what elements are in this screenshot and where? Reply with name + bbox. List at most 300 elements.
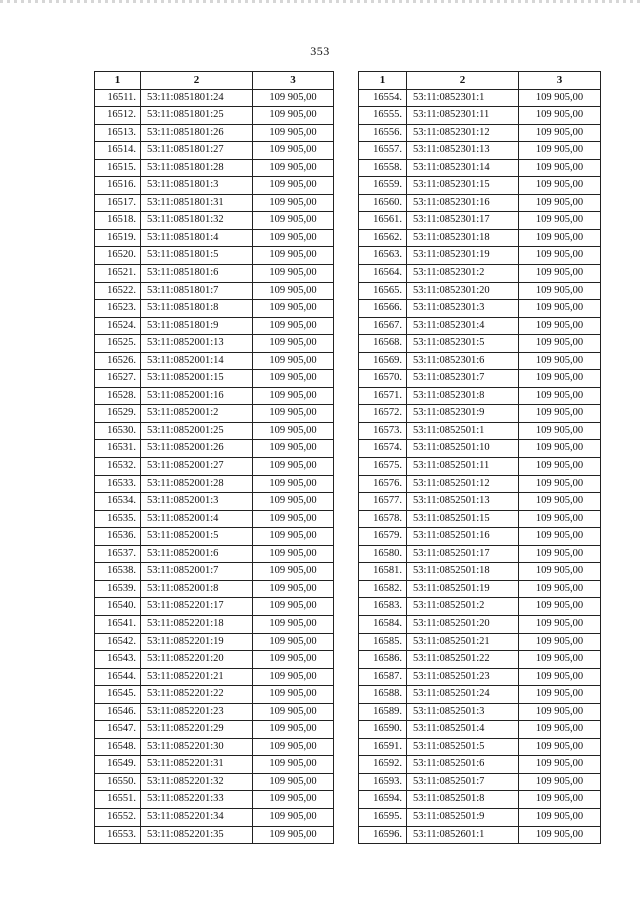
cadastral-number-cell: 53:11:0852501:20 xyxy=(407,615,519,633)
cadastral-number-cell: 53:11:0852201:17 xyxy=(141,598,253,616)
row-number-cell: 16546. xyxy=(95,703,141,721)
row-number-cell: 16559. xyxy=(359,177,407,195)
cadastral-number-cell: 53:11:0852001:8 xyxy=(141,580,253,598)
table-row xyxy=(95,440,334,458)
table-row xyxy=(359,598,601,616)
row-number-cell: 16528. xyxy=(95,387,141,405)
amount-cell: 109 905,00 xyxy=(253,159,334,177)
row-number-cell: 16570. xyxy=(359,370,407,388)
cadastral-number-cell: 53:11:0852201:32 xyxy=(141,773,253,791)
cadastral-number-cell: 53:11:0852201:30 xyxy=(141,738,253,756)
row-number-cell: 16526. xyxy=(95,352,141,370)
table-row xyxy=(359,528,601,546)
row-number-cell: 16584. xyxy=(359,615,407,633)
row-number-cell: 16566. xyxy=(359,300,407,318)
table-row xyxy=(95,686,334,704)
cadastral-number-cell: 53:11:0851801:5 xyxy=(141,247,253,265)
row-number-cell: 16596. xyxy=(359,826,407,844)
column-header-2: 2 xyxy=(141,72,253,90)
amount-cell: 109 905,00 xyxy=(253,177,334,195)
amount-cell: 109 905,00 xyxy=(253,686,334,704)
row-number-cell: 16567. xyxy=(359,317,407,335)
amount-cell: 109 905,00 xyxy=(253,598,334,616)
row-number-cell: 16540. xyxy=(95,598,141,616)
row-number-cell: 16585. xyxy=(359,633,407,651)
table-row xyxy=(359,212,601,230)
cadastral-number-cell: 53:11:0852501:9 xyxy=(407,808,519,826)
amount-cell: 109 905,00 xyxy=(253,668,334,686)
table-row xyxy=(359,826,601,844)
cadastral-number-cell: 53:11:0851801:24 xyxy=(141,89,253,107)
table-row xyxy=(359,89,601,107)
table-row xyxy=(359,124,601,142)
amount-cell: 109 905,00 xyxy=(519,791,601,809)
amount-cell: 109 905,00 xyxy=(519,124,601,142)
amount-cell: 109 905,00 xyxy=(253,124,334,142)
row-number-cell: 16594. xyxy=(359,791,407,809)
amount-cell: 109 905,00 xyxy=(253,773,334,791)
row-number-cell: 16544. xyxy=(95,668,141,686)
cadastral-number-cell: 53:11:0852501:4 xyxy=(407,721,519,739)
row-number-cell: 16588. xyxy=(359,686,407,704)
amount-cell: 109 905,00 xyxy=(519,721,601,739)
amount-cell: 109 905,00 xyxy=(253,370,334,388)
table-header-row xyxy=(359,72,601,90)
amount-cell: 109 905,00 xyxy=(519,212,601,230)
table-row xyxy=(359,387,601,405)
row-number-cell: 16518. xyxy=(95,212,141,230)
amount-cell: 109 905,00 xyxy=(253,352,334,370)
amount-cell: 109 905,00 xyxy=(253,335,334,353)
table-row xyxy=(95,317,334,335)
amount-cell: 109 905,00 xyxy=(253,756,334,774)
amount-cell: 109 905,00 xyxy=(519,194,601,212)
cadastral-number-cell: 53:11:0851801:3 xyxy=(141,177,253,195)
cadastral-number-cell: 53:11:0852001:3 xyxy=(141,493,253,511)
table-row xyxy=(95,107,334,125)
row-number-cell: 16548. xyxy=(95,738,141,756)
cadastral-number-cell: 53:11:0852501:1 xyxy=(407,422,519,440)
row-number-cell: 16590. xyxy=(359,721,407,739)
cadastral-number-cell: 53:11:0852501:24 xyxy=(407,686,519,704)
cadastral-number-cell: 53:11:0852301:16 xyxy=(407,194,519,212)
amount-cell: 109 905,00 xyxy=(519,826,601,844)
table-row xyxy=(95,352,334,370)
cadastral-number-cell: 53:11:0852501:5 xyxy=(407,738,519,756)
table-row xyxy=(95,668,334,686)
table-header-row xyxy=(95,72,334,90)
table-row xyxy=(95,808,334,826)
amount-cell: 109 905,00 xyxy=(253,563,334,581)
table-row xyxy=(95,563,334,581)
amount-cell: 109 905,00 xyxy=(253,265,334,283)
amount-cell: 109 905,00 xyxy=(253,89,334,107)
amount-cell: 109 905,00 xyxy=(253,721,334,739)
cadastral-number-cell: 53:11:0851801:7 xyxy=(141,282,253,300)
amount-cell: 109 905,00 xyxy=(519,475,601,493)
cadastral-number-cell: 53:11:0852301:18 xyxy=(407,229,519,247)
row-number-cell: 16589. xyxy=(359,703,407,721)
amount-cell: 109 905,00 xyxy=(253,458,334,476)
amount-cell: 109 905,00 xyxy=(519,686,601,704)
cadastral-number-cell: 53:11:0851801:8 xyxy=(141,300,253,318)
cadastral-number-cell: 53:11:0852501:11 xyxy=(407,458,519,476)
amount-cell: 109 905,00 xyxy=(253,405,334,423)
table-row xyxy=(359,458,601,476)
row-number-cell: 16514. xyxy=(95,142,141,160)
table-row xyxy=(95,580,334,598)
cadastral-number-cell: 53:11:0852301:7 xyxy=(407,370,519,388)
cadastral-number-cell: 53:11:0852301:15 xyxy=(407,177,519,195)
row-number-cell: 16573. xyxy=(359,422,407,440)
table-row xyxy=(95,773,334,791)
table-row xyxy=(95,89,334,107)
table-row xyxy=(359,773,601,791)
row-number-cell: 16539. xyxy=(95,580,141,598)
row-number-cell: 16545. xyxy=(95,686,141,704)
table-row xyxy=(95,229,334,247)
amount-cell: 109 905,00 xyxy=(519,335,601,353)
table-row xyxy=(359,580,601,598)
row-number-cell: 16519. xyxy=(95,229,141,247)
row-number-cell: 16587. xyxy=(359,668,407,686)
amount-cell: 109 905,00 xyxy=(519,282,601,300)
table-row xyxy=(95,458,334,476)
cadastral-number-cell: 53:11:0852501:16 xyxy=(407,528,519,546)
amount-cell: 109 905,00 xyxy=(519,89,601,107)
table-row xyxy=(359,703,601,721)
column-header-3: 3 xyxy=(253,72,334,90)
amount-cell: 109 905,00 xyxy=(519,352,601,370)
cadastral-number-cell: 53:11:0852301:3 xyxy=(407,300,519,318)
row-number-cell: 16586. xyxy=(359,651,407,669)
cadastral-number-cell: 53:11:0852301:9 xyxy=(407,405,519,423)
amount-cell: 109 905,00 xyxy=(253,738,334,756)
row-number-cell: 16591. xyxy=(359,738,407,756)
cadastral-number-cell: 53:11:0852001:4 xyxy=(141,510,253,528)
amount-cell: 109 905,00 xyxy=(519,317,601,335)
table-row xyxy=(95,738,334,756)
table-row xyxy=(359,545,601,563)
amount-cell: 109 905,00 xyxy=(253,791,334,809)
amount-cell: 109 905,00 xyxy=(253,387,334,405)
cadastral-number-cell: 53:11:0852201:23 xyxy=(141,703,253,721)
table-row xyxy=(95,300,334,318)
row-number-cell: 16562. xyxy=(359,229,407,247)
row-number-cell: 16511. xyxy=(95,89,141,107)
cadastral-number-cell: 53:11:0852301:12 xyxy=(407,124,519,142)
amount-cell: 109 905,00 xyxy=(519,580,601,598)
row-number-cell: 16579. xyxy=(359,528,407,546)
amount-cell: 109 905,00 xyxy=(519,229,601,247)
table-row xyxy=(359,229,601,247)
table-row xyxy=(359,721,601,739)
amount-cell: 109 905,00 xyxy=(519,615,601,633)
cadastral-number-cell: 53:11:0852301:1 xyxy=(407,89,519,107)
cadastral-number-cell: 53:11:0852501:21 xyxy=(407,633,519,651)
table-row xyxy=(359,791,601,809)
cadastral-number-cell: 53:11:0852301:6 xyxy=(407,352,519,370)
cadastral-number-cell: 53:11:0852501:2 xyxy=(407,598,519,616)
row-number-cell: 16547. xyxy=(95,721,141,739)
table-row xyxy=(359,265,601,283)
amount-cell: 109 905,00 xyxy=(253,142,334,160)
amount-cell: 109 905,00 xyxy=(253,247,334,265)
row-number-cell: 16593. xyxy=(359,773,407,791)
cadastral-number-cell: 53:11:0852501:23 xyxy=(407,668,519,686)
amount-cell: 109 905,00 xyxy=(519,703,601,721)
cadastral-number-cell: 53:11:0852201:21 xyxy=(141,668,253,686)
amount-cell: 109 905,00 xyxy=(519,107,601,125)
cadastral-number-cell: 53:11:0852201:33 xyxy=(141,791,253,809)
table-row xyxy=(359,651,601,669)
table-row xyxy=(95,212,334,230)
amount-cell: 109 905,00 xyxy=(253,212,334,230)
row-number-cell: 16529. xyxy=(95,405,141,423)
amount-cell: 109 905,00 xyxy=(519,668,601,686)
row-number-cell: 16568. xyxy=(359,335,407,353)
table-row xyxy=(95,265,334,283)
table-row xyxy=(95,124,334,142)
amount-cell: 109 905,00 xyxy=(519,247,601,265)
row-number-cell: 16525. xyxy=(95,335,141,353)
row-number-cell: 16551. xyxy=(95,791,141,809)
amount-cell: 109 905,00 xyxy=(519,528,601,546)
row-number-cell: 16581. xyxy=(359,563,407,581)
amount-cell: 109 905,00 xyxy=(253,194,334,212)
amount-cell: 109 905,00 xyxy=(519,545,601,563)
register-table-left xyxy=(94,71,334,844)
table-row xyxy=(95,335,334,353)
column-header-1: 1 xyxy=(95,72,141,90)
table-row xyxy=(359,510,601,528)
table-row xyxy=(359,317,601,335)
row-number-cell: 16524. xyxy=(95,317,141,335)
table-row xyxy=(95,194,334,212)
scan-artifact-line xyxy=(0,0,640,3)
table-row xyxy=(95,370,334,388)
amount-cell: 109 905,00 xyxy=(519,370,601,388)
cadastral-number-cell: 53:11:0851801:32 xyxy=(141,212,253,230)
amount-cell: 109 905,00 xyxy=(253,808,334,826)
cadastral-number-cell: 53:11:0852001:15 xyxy=(141,370,253,388)
amount-cell: 109 905,00 xyxy=(253,545,334,563)
cadastral-number-cell: 53:11:0851801:25 xyxy=(141,107,253,125)
cadastral-number-cell: 53:11:0852301:17 xyxy=(407,212,519,230)
row-number-cell: 16513. xyxy=(95,124,141,142)
table-row xyxy=(359,808,601,826)
row-number-cell: 16569. xyxy=(359,352,407,370)
amount-cell: 109 905,00 xyxy=(519,510,601,528)
cadastral-number-cell: 53:11:0852301:20 xyxy=(407,282,519,300)
cadastral-number-cell: 53:11:0851801:28 xyxy=(141,159,253,177)
register-table-right xyxy=(358,71,601,844)
row-number-cell: 16549. xyxy=(95,756,141,774)
cadastral-number-cell: 53:11:0852501:17 xyxy=(407,545,519,563)
table-row xyxy=(95,545,334,563)
table-row xyxy=(359,440,601,458)
cadastral-number-cell: 53:11:0852301:8 xyxy=(407,387,519,405)
cadastral-number-cell: 53:11:0852501:12 xyxy=(407,475,519,493)
amount-cell: 109 905,00 xyxy=(253,300,334,318)
cadastral-number-cell: 53:11:0852301:19 xyxy=(407,247,519,265)
cadastral-number-cell: 53:11:0852301:4 xyxy=(407,317,519,335)
amount-cell: 109 905,00 xyxy=(519,265,601,283)
cadastral-number-cell: 53:11:0851801:4 xyxy=(141,229,253,247)
table-row xyxy=(359,177,601,195)
cadastral-number-cell: 53:11:0852001:2 xyxy=(141,405,253,423)
table-row xyxy=(359,194,601,212)
amount-cell: 109 905,00 xyxy=(519,300,601,318)
table-row xyxy=(359,370,601,388)
cadastral-number-cell: 53:11:0852001:26 xyxy=(141,440,253,458)
amount-cell: 109 905,00 xyxy=(253,422,334,440)
cadastral-number-cell: 53:11:0852501:15 xyxy=(407,510,519,528)
table-row xyxy=(95,721,334,739)
row-number-cell: 16536. xyxy=(95,528,141,546)
row-number-cell: 16553. xyxy=(95,826,141,844)
cadastral-number-cell: 53:11:0852001:6 xyxy=(141,545,253,563)
cadastral-number-cell: 53:11:0852001:28 xyxy=(141,475,253,493)
cadastral-number-cell: 53:11:0851801:9 xyxy=(141,317,253,335)
cadastral-number-cell: 53:11:0852501:19 xyxy=(407,580,519,598)
cadastral-number-cell: 53:11:0852201:20 xyxy=(141,651,253,669)
cadastral-number-cell: 53:11:0852501:18 xyxy=(407,563,519,581)
table-row xyxy=(359,405,601,423)
table-row xyxy=(359,247,601,265)
cadastral-number-cell: 53:11:0852501:3 xyxy=(407,703,519,721)
row-number-cell: 16534. xyxy=(95,493,141,511)
table-row xyxy=(359,475,601,493)
cadastral-number-cell: 53:11:0852201:19 xyxy=(141,633,253,651)
row-number-cell: 16563. xyxy=(359,247,407,265)
table-row xyxy=(359,633,601,651)
row-number-cell: 16532. xyxy=(95,458,141,476)
cadastral-number-cell: 53:11:0851801:31 xyxy=(141,194,253,212)
row-number-cell: 16527. xyxy=(95,370,141,388)
row-number-cell: 16592. xyxy=(359,756,407,774)
cadastral-number-cell: 53:11:0852001:14 xyxy=(141,352,253,370)
row-number-cell: 16550. xyxy=(95,773,141,791)
amount-cell: 109 905,00 xyxy=(253,317,334,335)
amount-cell: 109 905,00 xyxy=(519,177,601,195)
cadastral-number-cell: 53:11:0852201:34 xyxy=(141,808,253,826)
table-row xyxy=(95,756,334,774)
amount-cell: 109 905,00 xyxy=(253,229,334,247)
cadastral-number-cell: 53:11:0851801:6 xyxy=(141,265,253,283)
amount-cell: 109 905,00 xyxy=(519,405,601,423)
cadastral-number-cell: 53:11:0852501:13 xyxy=(407,493,519,511)
cadastral-number-cell: 53:11:0852501:7 xyxy=(407,773,519,791)
cadastral-number-cell: 53:11:0852301:2 xyxy=(407,265,519,283)
row-number-cell: 16512. xyxy=(95,107,141,125)
cadastral-number-cell: 53:11:0852301:13 xyxy=(407,142,519,160)
cadastral-number-cell: 53:11:0851801:26 xyxy=(141,124,253,142)
page-number: 353 xyxy=(310,44,330,58)
table-row xyxy=(95,510,334,528)
row-number-cell: 16535. xyxy=(95,510,141,528)
amount-cell: 109 905,00 xyxy=(253,826,334,844)
amount-cell: 109 905,00 xyxy=(519,633,601,651)
cadastral-number-cell: 53:11:0852201:31 xyxy=(141,756,253,774)
row-number-cell: 16542. xyxy=(95,633,141,651)
row-number-cell: 16574. xyxy=(359,440,407,458)
amount-cell: 109 905,00 xyxy=(253,615,334,633)
row-number-cell: 16575. xyxy=(359,458,407,476)
amount-cell: 109 905,00 xyxy=(519,808,601,826)
cadastral-number-cell: 53:11:0852501:8 xyxy=(407,791,519,809)
table-row xyxy=(359,493,601,511)
row-number-cell: 16515. xyxy=(95,159,141,177)
cadastral-number-cell: 53:11:0852601:1 xyxy=(407,826,519,844)
row-number-cell: 16520. xyxy=(95,247,141,265)
column-header-1: 1 xyxy=(359,72,407,90)
amount-cell: 109 905,00 xyxy=(519,756,601,774)
row-number-cell: 16576. xyxy=(359,475,407,493)
amount-cell: 109 905,00 xyxy=(519,159,601,177)
cadastral-number-cell: 53:11:0852201:18 xyxy=(141,615,253,633)
table-row xyxy=(95,475,334,493)
cadastral-number-cell: 53:11:0852001:13 xyxy=(141,335,253,353)
row-number-cell: 16521. xyxy=(95,265,141,283)
row-number-cell: 16558. xyxy=(359,159,407,177)
table-row xyxy=(359,615,601,633)
row-number-cell: 16552. xyxy=(95,808,141,826)
amount-cell: 109 905,00 xyxy=(519,563,601,581)
amount-cell: 109 905,00 xyxy=(253,107,334,125)
table-row xyxy=(359,159,601,177)
table-row xyxy=(95,493,334,511)
table-row xyxy=(95,387,334,405)
amount-cell: 109 905,00 xyxy=(519,458,601,476)
cadastral-number-cell: 53:11:0852001:25 xyxy=(141,422,253,440)
table-row xyxy=(359,563,601,581)
row-number-cell: 16556. xyxy=(359,124,407,142)
table-row xyxy=(359,352,601,370)
amount-cell: 109 905,00 xyxy=(253,440,334,458)
table-row xyxy=(95,633,334,651)
row-number-cell: 16543. xyxy=(95,651,141,669)
table-row xyxy=(359,668,601,686)
table-row xyxy=(359,756,601,774)
table-row xyxy=(95,142,334,160)
amount-cell: 109 905,00 xyxy=(519,387,601,405)
table-row xyxy=(359,300,601,318)
table-row xyxy=(95,159,334,177)
cadastral-number-cell: 53:11:0852001:5 xyxy=(141,528,253,546)
cadastral-number-cell: 53:11:0852201:22 xyxy=(141,686,253,704)
row-number-cell: 16554. xyxy=(359,89,407,107)
row-number-cell: 16582. xyxy=(359,580,407,598)
row-number-cell: 16522. xyxy=(95,282,141,300)
cadastral-number-cell: 53:11:0852301:5 xyxy=(407,335,519,353)
cadastral-number-cell: 53:11:0852501:10 xyxy=(407,440,519,458)
amount-cell: 109 905,00 xyxy=(253,703,334,721)
table-row xyxy=(359,738,601,756)
table-row xyxy=(95,598,334,616)
row-number-cell: 16595. xyxy=(359,808,407,826)
row-number-cell: 16537. xyxy=(95,545,141,563)
table-row xyxy=(95,826,334,844)
amount-cell: 109 905,00 xyxy=(253,493,334,511)
table-row xyxy=(95,651,334,669)
amount-cell: 109 905,00 xyxy=(519,773,601,791)
amount-cell: 109 905,00 xyxy=(519,493,601,511)
column-header-2: 2 xyxy=(407,72,519,90)
row-number-cell: 16531. xyxy=(95,440,141,458)
amount-cell: 109 905,00 xyxy=(253,651,334,669)
cadastral-number-cell: 53:11:0852001:16 xyxy=(141,387,253,405)
